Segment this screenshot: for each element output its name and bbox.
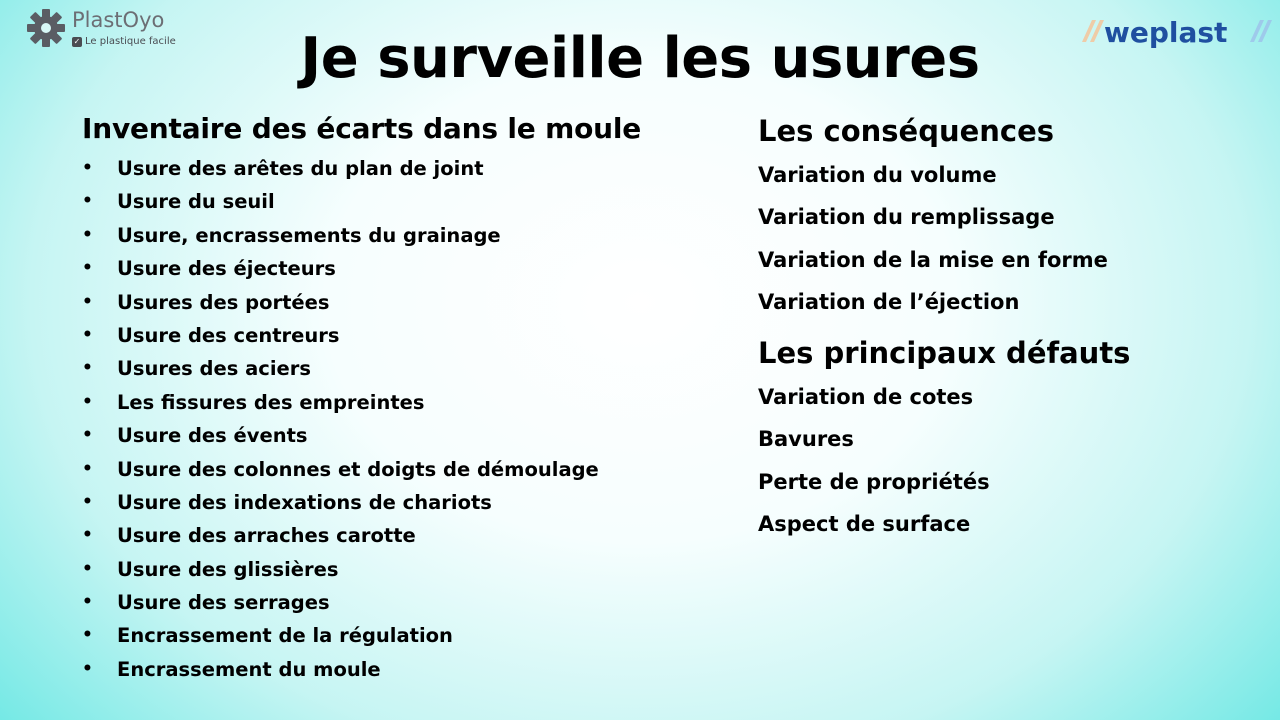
right-column xyxy=(758,0,1258,720)
list-item: • Usure des évents xyxy=(82,419,599,452)
list-item: • Encrassement de la régulation xyxy=(82,619,599,652)
list-item: • Usure des arêtes du plan de joint xyxy=(82,152,599,185)
list-item: Variation du volume xyxy=(758,163,997,187)
list-item: • Usure des glissières xyxy=(82,553,599,586)
list-item: • Usure des serrages xyxy=(82,586,599,619)
list-item: Aspect de surface xyxy=(758,511,971,536)
inventory-list xyxy=(82,152,599,686)
list-item: • Usure des indexations de chariots xyxy=(82,486,599,519)
weplast-brand-name: weplast xyxy=(1104,16,1228,49)
plastoyo-brand-name: PlastOyo xyxy=(72,8,165,32)
inventory-heading: Inventaire des écarts dans le moule xyxy=(82,112,642,145)
consequences-list xyxy=(758,154,1108,323)
list-item: Perte de propriétés xyxy=(758,469,990,494)
list-item: Variation de cotes xyxy=(758,385,974,409)
inventory-section xyxy=(82,112,702,681)
consequences-section xyxy=(758,114,1108,323)
list-item: • Usure des arraches carotte xyxy=(82,519,599,552)
list-item: Variation du remplissage xyxy=(758,205,1055,230)
list-item: Variation de la mise en forme xyxy=(758,247,1108,272)
defects-list xyxy=(758,376,1130,545)
list-item: • Les fissures des empreintes xyxy=(82,386,599,419)
list-item: Bavures xyxy=(758,427,854,452)
list-item: • Usures des portées xyxy=(82,286,599,319)
list-item: • Usure, encrassements du grainage xyxy=(82,219,599,252)
slide-title: Je surveille les usures xyxy=(300,26,980,91)
checkbox-icon: ✓ xyxy=(73,36,81,46)
defects-section xyxy=(758,336,1130,545)
plastoyo-tagline-text: Le plastique facile xyxy=(85,36,176,47)
list-item: • Usures des aciers xyxy=(82,352,599,385)
list-item: • Usure des éjecteurs xyxy=(82,252,599,285)
consequences-heading: Les conséquences xyxy=(758,114,1055,148)
list-item: • Usure des centreurs xyxy=(82,319,599,352)
list-item: Variation de l’éjection xyxy=(758,289,1020,314)
list-item: • Usure des colonnes et doigts de démoulage xyxy=(82,453,599,486)
defects-heading: Les principaux défauts xyxy=(758,336,1131,370)
list-item: • Usure du seuil xyxy=(82,185,599,218)
list-item: • Encrassement du moule xyxy=(82,653,599,686)
